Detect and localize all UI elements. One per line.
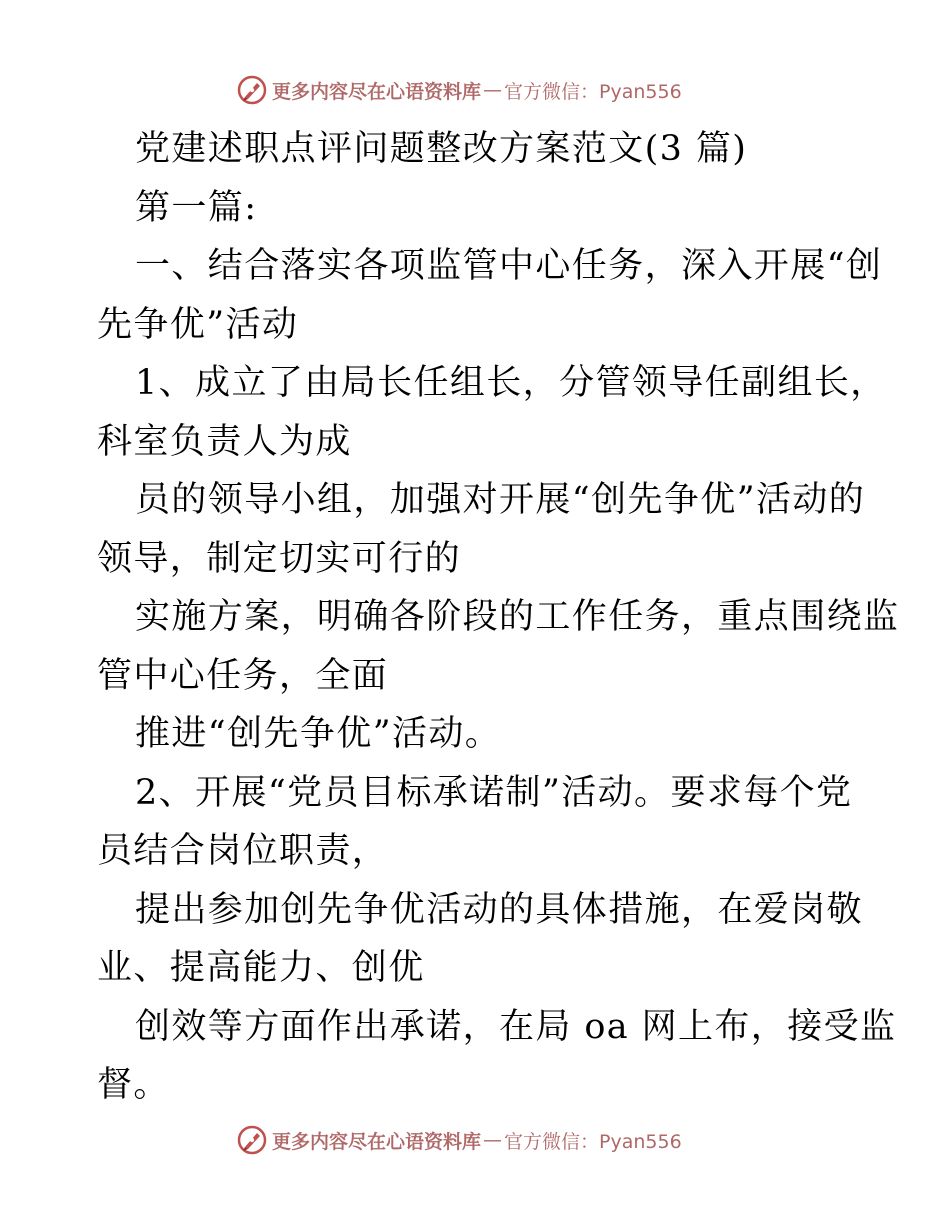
text-line: 管中心任务，全面 [97, 655, 389, 696]
text-line: 科室负责人为成 [97, 421, 352, 462]
text-line: 业、提高能力、创优 [97, 948, 425, 988]
document-title: 党建述职点评问题整改方案范文(3 篇) [135, 129, 748, 169]
text-line: 员结合岗位职责， [97, 831, 389, 871]
text-line: 督。 [97, 1065, 170, 1105]
text-line: 提出参加创先争优活动的具体措施，在爱岗敬 [135, 889, 864, 930]
text-line: 推进“创先争优”活动。 [135, 714, 502, 754]
footer-watermark [236, 1122, 682, 1158]
watermark-text: 更多内容尽在心语资料库 [272, 80, 482, 103]
watermark-wechat: 官方微信：Pyan556 [504, 1130, 682, 1153]
section-heading: 第一篇: [135, 187, 258, 228]
text-line: 员的领导小组，加强对开展“创先争优”活动的 [135, 480, 866, 520]
text-line: 2、开展“党员目标承诺制”活动。要求每个党 [135, 772, 853, 813]
header-watermark [236, 72, 682, 108]
text-line: 一、结合落实各项监管中心任务，深入开展“创 [135, 246, 883, 286]
text-line: 领导，制定切实可行的 [97, 538, 462, 579]
text-line: 创效等方面作出承诺，在局 oa 网上布，接受监 [135, 1006, 897, 1047]
document-body [97, 120, 900, 1115]
pen-logo-icon [236, 74, 268, 106]
watermark-dash: — [483, 1129, 503, 1151]
text-line: 1、成立了由局长任组长，分管领导任副组长， [135, 363, 887, 403]
watermark-wechat: 官方微信：Pyan556 [504, 80, 682, 103]
watermark-dash: — [483, 79, 503, 101]
text-line: 先争优”活动 [97, 304, 299, 345]
watermark-text: 更多内容尽在心语资料库 [272, 1130, 482, 1153]
text-line: 实施方案，明确各阶段的工作任务，重点围绕监 [135, 597, 900, 637]
pen-logo-icon [236, 1124, 268, 1156]
